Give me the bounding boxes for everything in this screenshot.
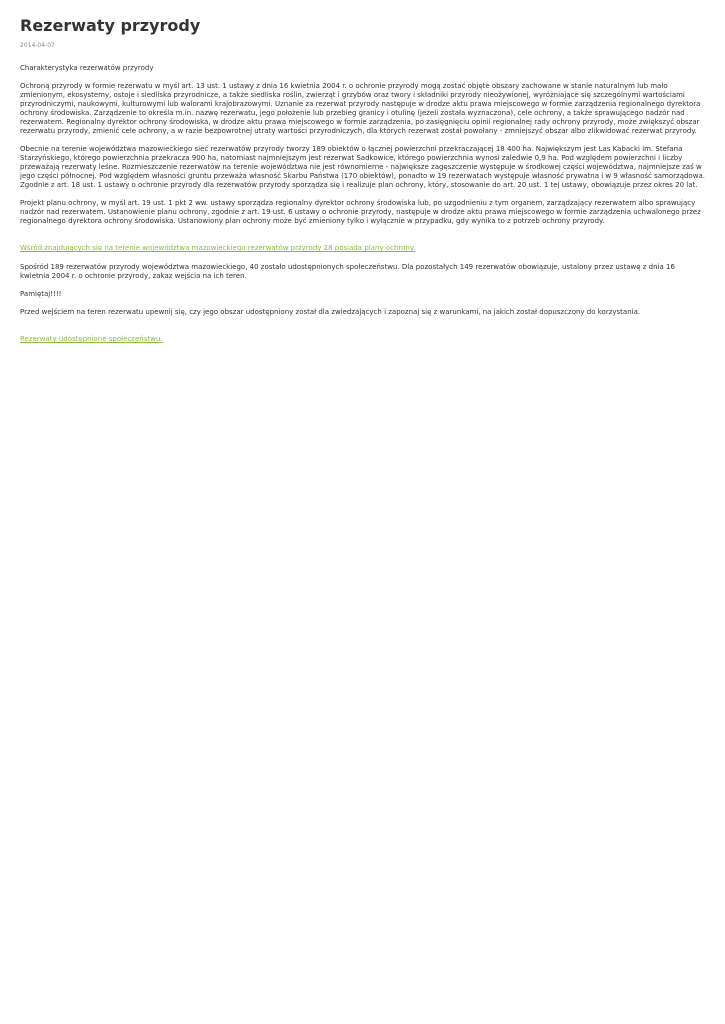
intro-paragraph: Ochroną przyrody w formie rezerwatu w myśl art. 13 ust. 1 ustawy z dnia 16 kwietnia 2004 r. o ochronie przyrody mogą zostać objęte obszary zachowane w stanie naturalnym lub mało zmienionym, ekosystemy, ostoje i siedliska przyrodnicze, a także siedliska roślin, zwierząt i grzybów oraz twory i składniki przyrody nieożywionej, wyróżniające się szczególnymi wartościami przyrodniczymi, naukowymi, kulturowymi lub walorami krajobrazowymi. Uznanie za rezerwat przyrody następuje w drodze aktu prawa miejscowego w formie zarządzenia regionalnego dyrektora ochrony środowiska. Zarządzenie to określa m.in. nazwę rezerwatu, jego położenie lub przebieg granicy i otulinę (jeżeli została wyznaczona), cele ochrony, a także sprawującego nadzór nad rezerwatem. Regionalny dyrektor ochrony środowiska, w drodze aktu prawa miejscowego w formie zarządzenia, po zasięgnięciu opinii regionalnej rady ochrony przyrody, może zwiększyć obszar rezerwatu przyrody, zmienić cele ochrony, a w razie bezpowrotnej utraty wartości przyrodniczych, dla których rezerwat został powołany - zmniejszyć obszar albo zlikwidować rezerwat przyrody. bbox=[20, 82, 701, 135]
reminder-paragraph: Pamiętaj!!!! bbox=[20, 290, 62, 298]
publish-date: 2014-04-07 bbox=[20, 42, 55, 49]
advice-paragraph: Przed wejściem na teren rezerwatu upewnij się, czy jego obszar udostępniony został dla zwiedzających i zapoznaj się z warunkami, na jakich został dopuszczony do korzystania. bbox=[20, 308, 641, 316]
open-reserves-link[interactable]: Rezerwaty udostępnione społeczeństwu. bbox=[20, 335, 163, 343]
article bbox=[0, 0, 725, 345]
access-paragraph: Spośród 189 rezerwatów przyrody województwa mazowieckiego, 40 zostało udostępnionych społeczeństwu. Dla pozostałych 149 rezerwatów obowiązuje, ustalony przez ustawę z dnia 16 kwietnia 2004 r. o ochronie przyrody, zakaz wejścia na ich teren. bbox=[20, 263, 675, 280]
reserves-link-container bbox=[20, 326, 705, 345]
protection-plans-link[interactable]: Wśród znajdujących się na terenie województwa mazowieckiego rezerwatów przyrody 28 posiada plany ochrony. bbox=[20, 244, 416, 252]
protection-plan-paragraph: Projekt planu ochrony, w myśl art. 19 ust. 1 pkt 2 ww. ustawy sporządza regionalny dyrektor ochrony środowiska lub, po uzgodnieniu z tym organem, zarządzający rezerwatem albo sprawujący nadzór nad rezerwatem. Ustanowienie planu ochrony, zgodnie z art. 19 ust. 6 ustawy o ochronie przyrody, następuje w drodze aktu prawa miejscowego w formie zarządzenia uchwalonego przez regionalnego dyrektora ochrony środowiska. Ustanowiony plan ochrony może być zmieniony tylko i wyłącznie w przypadku, gdy wynika to z potrzeb ochrony przyrody. bbox=[20, 199, 701, 225]
network-paragraph: Obecnie na terenie województwa mazowieckiego sieć rezerwatów przyrody tworzy 189 obiektów o łącznej powierzchni przekraczającej 18 400 ha. Największym jest Las Kabacki im. Stefana Starzyńskiego, którego powierzchnia przekracza 900 ha, natomiast najmniejszym jest rezerwat Sadkowice, którego powierzchnia wynosi zaledwie 0,9 ha. Pod względem powierzchni i liczby przeważają rezerwaty leśne. Rozmieszczenie rezerwatów na terenie województwa nie jest równomierne - największe zagęszczenie występuje w środkowej części województwa, najmniejsze zaś w jego części północnej. Pod względem własności gruntu przeważa własność Skarbu Państwa (170 obiektów), ponadto w 19 rezerwatach występuje własność prywatna i w 9 własność samorządowa. Zgodnie z art. 18 ust. 1 ustawy o ochronie przyrody dla rezerwatów przyrody sporządza się i realizuje plan ochrony, który, stosowanie do art. 20 ust. 1 tej ustawy, obowiązuje przez okres 20 lat. bbox=[20, 145, 705, 189]
plans-link-container bbox=[20, 235, 705, 254]
page-title: Rezerwaty przyrody bbox=[20, 16, 201, 35]
subtitle-paragraph: Charakterystyka rezerwatów przyrody bbox=[20, 64, 154, 72]
